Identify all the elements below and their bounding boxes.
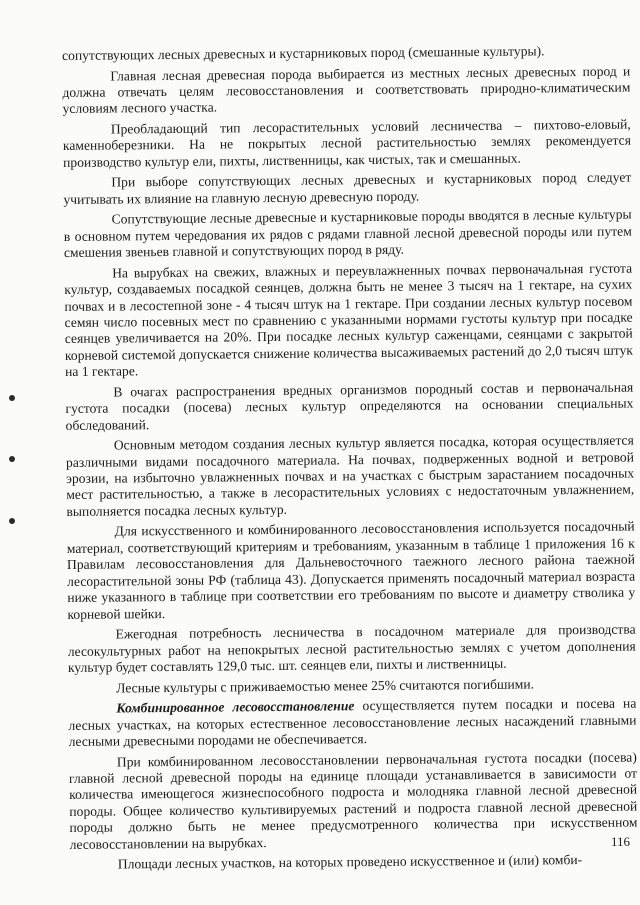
paragraph: В очагах распространения вредных организмов породный состав и первоначальная густота посадки (посева) лесных культур определяются на основании специальных обследований. (65, 379, 634, 433)
paragraph: сопутствующих лесных древесных и кустарниковых пород (смешанные культуры). (62, 43, 545, 63)
margin-dot-2 (9, 456, 15, 462)
paragraph-with-term (68, 696, 636, 751)
paragraph: При выборе сопутствующих лесных древесных и кустарниковых пород следует учитывать их влияние на главную лесную древесную породу. (63, 169, 632, 207)
document-body (62, 43, 638, 878)
paragraph: Лесные культуры с приживаемостью менее 25% считаются погибшими. (116, 675, 535, 696)
paragraph-text: осуществляется путем посадки и посева на лесных участках, на которых естественное лесовосстановление лесных насаждений главными лесными древесными породами не обеспечивается. (68, 695, 637, 749)
paragraph: Главная лесная древесная порода выбирается из местных лесных древесных пород и должна отвечать целям лесовосстановления и соответствовать природно-климатическим условиям лесного участка. (62, 63, 631, 117)
margin-dot-3 (9, 518, 15, 524)
margin-dot-1 (9, 395, 15, 401)
paragraph: Основным методом создания лесных культур является посадка, которая осуществляется различными видами посадочного материала. На почвах, подверженных водной и ветровой эрозии, на избыточно увлажненных почвах и на участках с быстрым зарастанием посадочных мест растительностью, а также в лесорастительных условиях с недостаточным увлажнением, выполняется посадка лесных культур. (65, 432, 635, 519)
paragraph: Преобладающий тип лесорастительных условий лесничества – пихтово-еловый, каменноберезники. На не покрытых лесной растительностью землях рекомендуется производство культур ели, пихты, лиственницы, как чистых, так и смешанных. (62, 116, 631, 170)
page-number: 116 (610, 834, 630, 849)
paragraph: Площади лесных участков, на которых проведено искусственное и (или) комби- (117, 852, 583, 872)
paragraph: Ежегодная потребность лесничества в посадочном материале для производства лесокультурных работ на непокрытых лесной растительностью землях с учетом дополнения культур будет составлять 129,0 тыс. шт. сеянцев ели, пихты и лиственницы. (67, 621, 636, 675)
paragraph: При комбинированном лесовосстановлении первоначальная густота посадки (посева) главной лесной древесной породы на единице площади устанавливается в зависимости от количества имеющегося жизнеспособного подроста и молодняка главной лесной древесной породы. Общее количество культивируемых растений и подроста главной лесной древесной породы должно быть не менее предусмотренного количества при искусственном лесовосстановлении на вырубках. (68, 749, 638, 852)
paragraph: Сопутствующие лесные древесные и кустарниковые породы вводятся в лесные культуры в основном путем чередования их рядов с рядами главной лесной древесной породы или путем смешения звеньев главной и сопутствующих пород в ряду. (63, 206, 632, 261)
paragraph: Для искусственного и комбинированного лесовосстановления используется посадочный материал, соответствующий критериям и требованиям, указанным в таблице 1 приложения 16 к Правилам лесовосстановления для Дальневосточного таежного лесного района таежной лесорастительной зоны РФ (таблица 43). Допускается применять посадочный материал возраста ниже указанного в таблице при соответствии его требованиям по высоте и диаметру стволика у корневой шейки. (66, 518, 636, 622)
term-heading: Комбинированное лесовосстановление (116, 698, 355, 716)
paragraph: На вырубках на свежих, влажных и переувлажненных почвах первоначальная густота культур, создаваемых посадкой сеянцев, должна быть не менее 3 тысяч на 1 гектаре, на сухих почвах и в лесостепной зоне - 4 тысяч штук на 1 гектаре. При создании лесных культур посевом семян число посевных мест по сравнению с указанными нормами густоты культур при посадке сеянцев увеличивается на 20%. При посадке лесных культур саженцами, сеянцами с закрытой корневой системой допускается снижение количества высаживаемых растений до 2,0 тысяч штук на 1 гектаре. (64, 260, 633, 380)
